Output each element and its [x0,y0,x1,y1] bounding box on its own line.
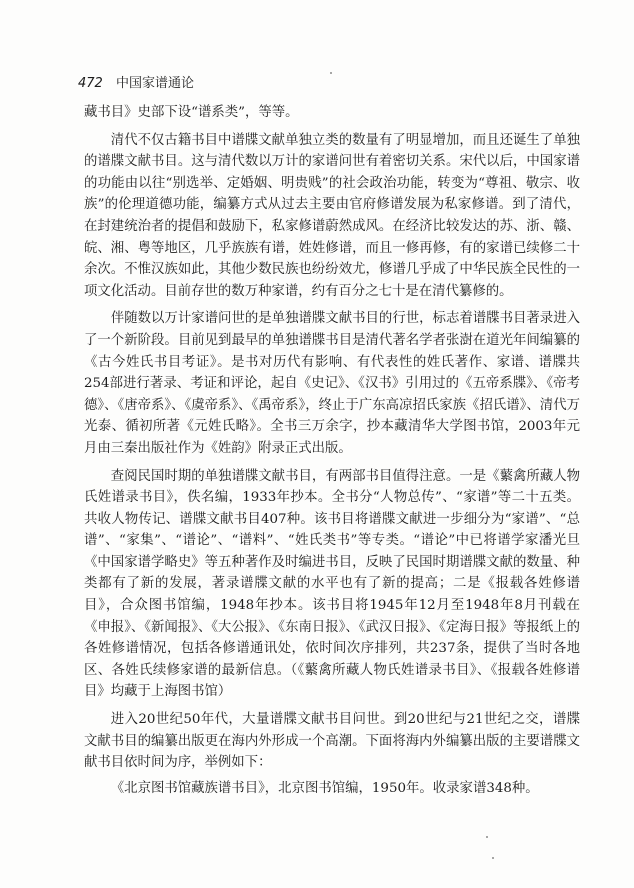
scan-speck [486,836,488,838]
scan-speck [492,857,494,859]
page-header [78,76,194,92]
paragraph-republican-period: 查阅民国时期的单独谱牒文献书目，有两部书目值得注意。一是《蘩禽所藏人物氏姓谱录书目》，佚名编，1933年抄本。全书分“人物总传”、“家谱”等二十五类。共收人物传记、谱牒文献书目407种。该书目将谱牒文献进一步细分为“家谱”、“总谱”、“家集”、“谱论”、“谱料”、“姓氏类书”等专类。“谱论”中已将谱学家潘光旦《中国家谱学略史》等五种著作及时编进书目，反映了民国时期谱牒文献的数量、种类都有了新的发展，著录谱牒文献的水平也有了新的提高；二是《报载各姓修谱目》，合众图书馆编，1948年抄本。该书目将1945年12月至1948年8月刊载在《申报》、《新闻报》、《大公报》、《东南日报》、《武汉日报》、《定海日报》等报纸上的各姓修谱情况，包括各修谱通讯处，依时间次序排列，共237条，提供了当时各地区、各姓氏续修家谱的最新信息。（《蘩禽所藏人物氏姓谱录书目》、《报载各姓修谱目》均藏于上海图书馆） [84,468,580,700]
paragraph-qing-dynasty: 清代不仅古籍书目中谱牒文献单独立类的数量有了明显增加，而且还诞生了单独的谱牒文献书目。这与清代数以万计的家谱问世有着密切关系。宋代以后，中国家谱的功能由以往“别选举、定婚姻、明贵贱”的社会政治功能，转变为“尊祖、敬宗、收族”的伦理道德功能，编纂方式从过去主要由官府修谱发展为私家修谱。到了清代，在封建统治者的提倡和鼓励下，私家修谱蔚然成风。在经济比较发达的苏、浙、赣、皖、湘、粤等地区，几乎族族有谱，姓姓修谱，而且一修再修，有的家谱已续修二十余次。不惟汉族如此，其他少数民族也纷纷效尤，修谱几乎成了中华民族全民性的一项文化活动。目前存世的数万种家谱，约有百分之七十是在清代纂修的。 [84,132,580,299]
paragraph-continuation: 藏书目》史部下设“谱系类”，等等。 [84,105,299,120]
scan-speck [330,72,332,74]
body-text [84,102,580,805]
paragraph-list-item: 《北京图书馆藏族谱书目》，北京图书馆编，1950年。收录家谱348种。 [110,780,539,796]
page-number: 472 [78,76,103,91]
paragraph-genealogy-bibliography: 伴随数以万计家谱问世的是单独谱牒文献书目的行世，标志着谱牒书目著录进入了一个新阶段。目前见到最早的单独谱牒书目是清代著名学者张澍在道光年间编纂的《古今姓氏书目考证》。是书对历代有影响、有代表性的姓氏著作、家谱、谱牒共254部进行著录、考证和评论，起自《史记》、《汉书》引用过的《五帝系牒》、《帝考德》、《唐帝系》、《虞帝系》、《禹帝系》，终止于广东高凉招氏家族《招氏谱》、清代万光泰、循初所著《元姓氏略》。全书三万余字，抄本藏清华大学图书馆，2003年元月由三秦出版社作为《姓韵》附录正式出版。 [84,311,580,456]
running-title: 中国家谱通论 [115,76,194,91]
paragraph-twentieth-century: 进入20世纪50年代，大量谱牒文献书目问世。到20世纪与21世纪之交，谱牒文献书目的编纂出版更在海内外形成一个高潮。下面将海内外编纂出版的主要谱牒文献书目依时间为序，举例如下： [84,712,580,771]
